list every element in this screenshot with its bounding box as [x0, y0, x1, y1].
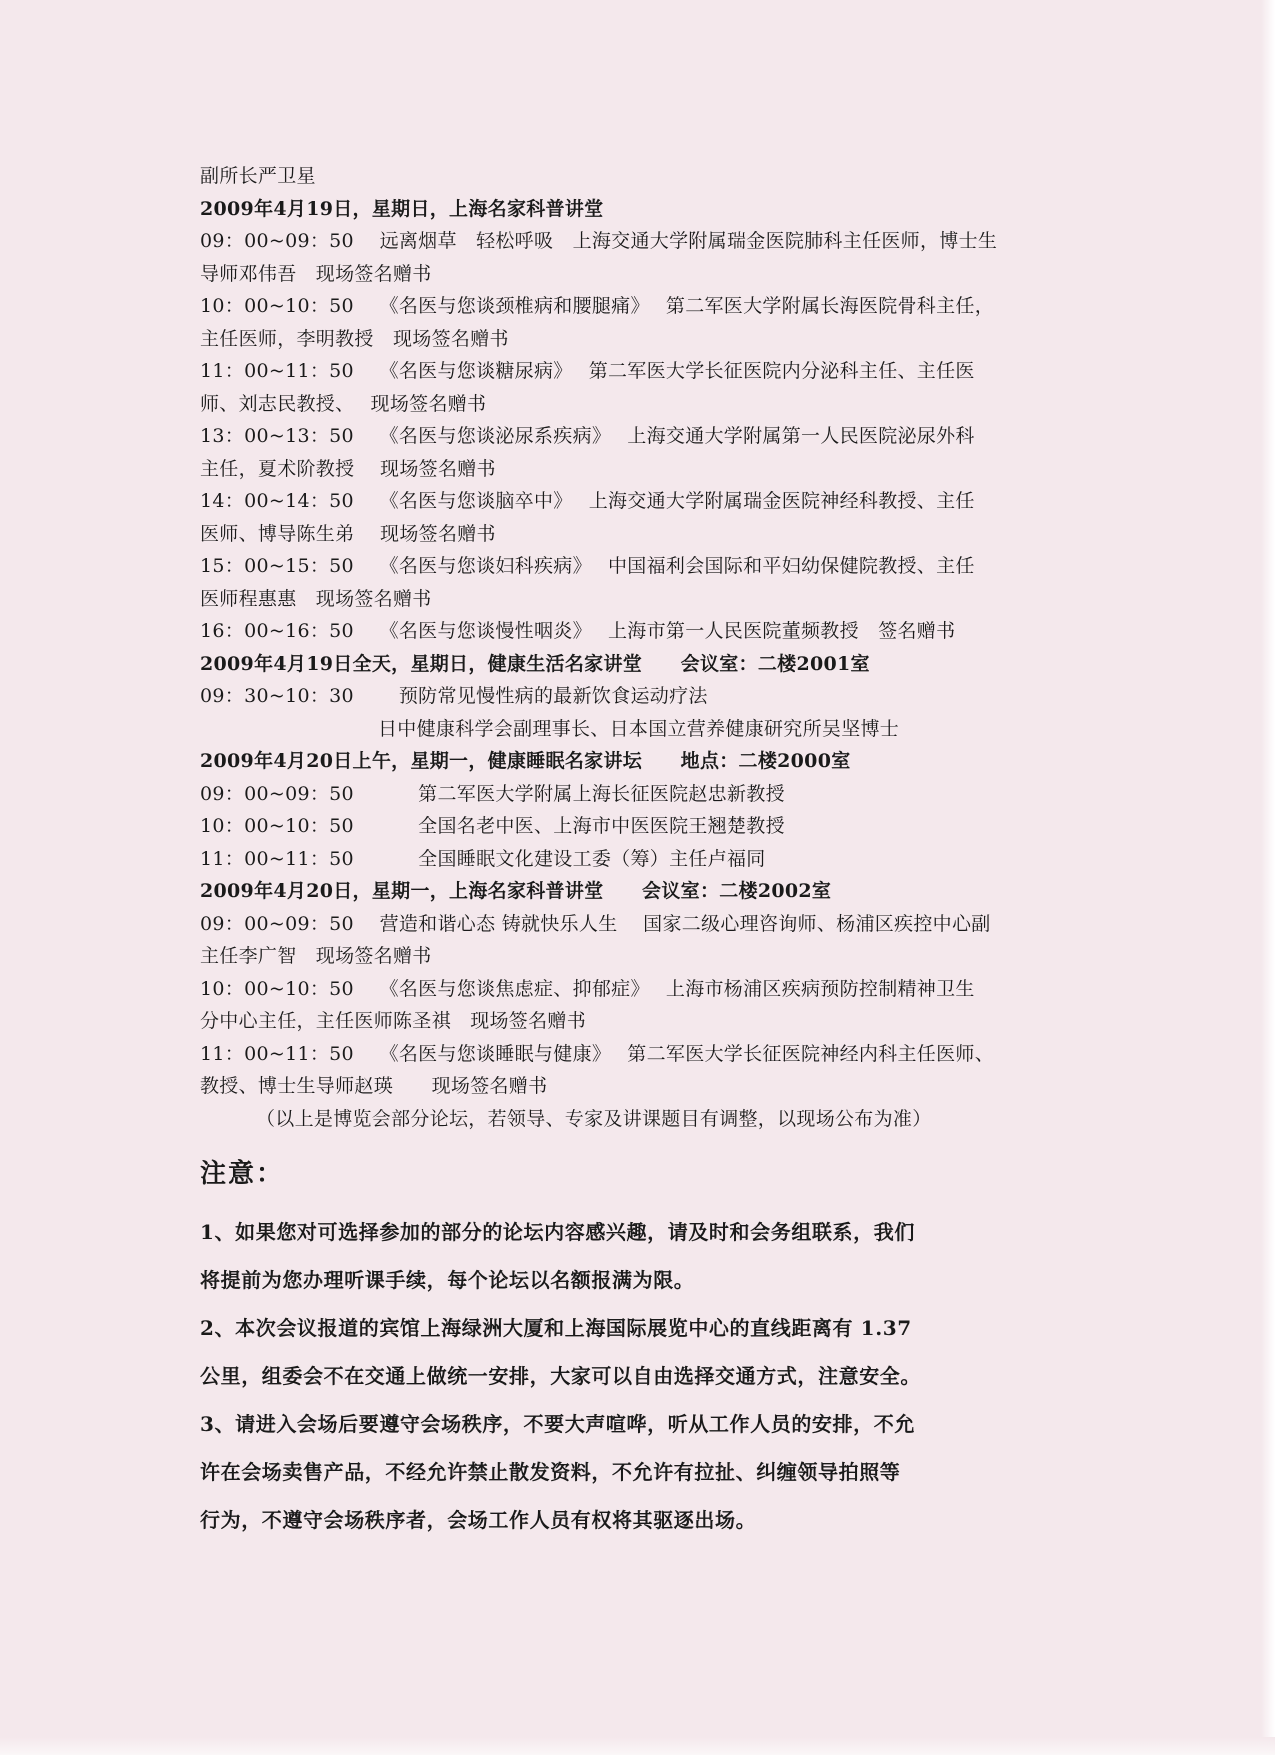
schedule-line: 主任李广智 现场签名赠书 [200, 945, 432, 967]
schedule-line: 11：00~11：50 《名医与您谈睡眠与健康》 第二军医大学长征医院神经内科主任医师、 [200, 1042, 995, 1065]
schedule-line: 14：00~14：50 《名医与您谈脑卒中》 上海交通大学附属瑞金医院神经科教授、主任 [200, 490, 975, 512]
notice-line: 公里，组委会不在交通上做统一安排，大家可以自由选择交通方式，注意安全。 [200, 1364, 921, 1388]
section-2 [200, 648, 1080, 746]
notice-line: 1、如果您对可选择参加的部分的论坛内容感兴趣，请及时和会务组联系，我们 [200, 1220, 915, 1244]
notice-line: 将提前为您办理听课手续，每个论坛以名额报满为限。 [200, 1268, 695, 1292]
schedule-line: 分中心主任，主任医师陈圣祺 现场签名赠书 [200, 1010, 587, 1032]
notice-line: 3、请进入会场后要遵守会场秩序，不要大声喧哗，听从工作人员的安排，不允 [200, 1412, 915, 1436]
schedule-line: 09：00~09：50 营造和谐心态 铸就快乐人生 国家二级心理咨询师、杨浦区疾控中心副 [200, 912, 991, 935]
schedule-line: 09：00~09：50 第二军医大学附属上海长征医院赵忠新教授 [200, 782, 785, 805]
schedule-line: 11：00~11：50 《名医与您谈糖尿病》 第二军医大学长征医院内分泌科主任、主任医 [200, 360, 975, 382]
schedule-line: 医师、博导陈生弟 现场签名赠书 [200, 522, 496, 545]
notice-line: 许在会场卖售产品，不经允许禁止散发资料，不允许有拉扯、纠缠领导拍照等 [200, 1460, 901, 1484]
section-3 [200, 745, 1080, 875]
schedule-line: 11：00~11：50 全国睡眠文化建设工委（筹）主任卢福同 [200, 847, 766, 870]
schedule-line: 15：00~15：50 《名医与您谈妇科疾病》 中国福利会国际和平妇幼保健院教授、主任 [200, 555, 975, 577]
schedule-line: 09：00~09：50 远离烟草 轻松呼吸 上海交通大学附属瑞金医院肺科主任医师，博士生 [200, 230, 998, 252]
schedule-line: 日中健康科学会副理事长、日本国立营养健康研究所吴坚博士 [378, 717, 900, 740]
schedule-line: 10：00~10：50 全国名老中医、上海市中医医院王翘楚教授 [200, 815, 785, 837]
scan-edge [1261, 0, 1275, 1755]
schedule-line: 13：00~13：50 《名医与您谈泌尿系疾病》 上海交通大学附属第一人民医院泌尿外科 [200, 425, 975, 447]
section-title: 2009年4月20日上午，星期一，健康睡眠名家讲坛 地点：二楼2000室 [200, 750, 851, 772]
document-body [200, 160, 1080, 1544]
notes-list [200, 1208, 1080, 1544]
scan-edge [0, 1737, 1275, 1755]
schedule-line: 09：30~10：30 预防常见慢性病的最新饮食运动疗法 [200, 685, 708, 707]
header-line: 副所长严卫星 [200, 165, 316, 187]
schedule-line: 主任，夏术阶教授 现场签名赠书 [200, 457, 496, 480]
section-title: 2009年4月20日，星期一，上海名家科普讲堂 会议室：二楼2002室 [200, 880, 832, 902]
notice-line: 2、本次会议报道的宾馆上海绿洲大厦和上海国际展览中心的直线距离有 1.37 [200, 1316, 912, 1340]
schedule-line: 10：00~10：50 《名医与您谈焦虑症、抑郁症》 上海市杨浦区疾病预防控制精神卫生 [200, 977, 975, 1000]
schedule-line: 主任医师，李明教授 现场签名赠书 [200, 327, 509, 350]
section-1 [200, 193, 1080, 648]
section-4 [200, 875, 1080, 1103]
footnote: （以上是博览会部分论坛，若领导、专家及讲课题目有调整，以现场公布为准） [256, 1107, 932, 1130]
schedule-line: 医师程惠惠 现场签名赠书 [200, 587, 432, 610]
schedule-line: 师、刘志民教授、 现场签名赠书 [200, 392, 487, 415]
schedule-line: 10：00~10：50 《名医与您谈颈椎病和腰腿痛》 第二军医大学附属长海医院骨科主任， [200, 295, 995, 317]
section-title: 2009年4月19日，星期日，上海名家科普讲堂 [200, 197, 604, 220]
notes-title: 注意： [200, 1159, 285, 1189]
section-title: 2009年4月19日全天，星期日，健康生活名家讲堂 会议室：二楼2001室 [200, 652, 870, 675]
schedule-line: 教授、博士生导师赵瑛 现场签名赠书 [200, 1075, 548, 1097]
schedule-line: 16：00~16：50 《名医与您谈慢性咽炎》 上海市第一人民医院董频教授 签名赠书 [200, 620, 956, 642]
schedule-line: 导师邓伟吾 现场签名赠书 [200, 262, 432, 285]
notice-line: 行为，不遵守会场秩序者，会场工作人员有权将其驱逐出场。 [200, 1508, 757, 1532]
